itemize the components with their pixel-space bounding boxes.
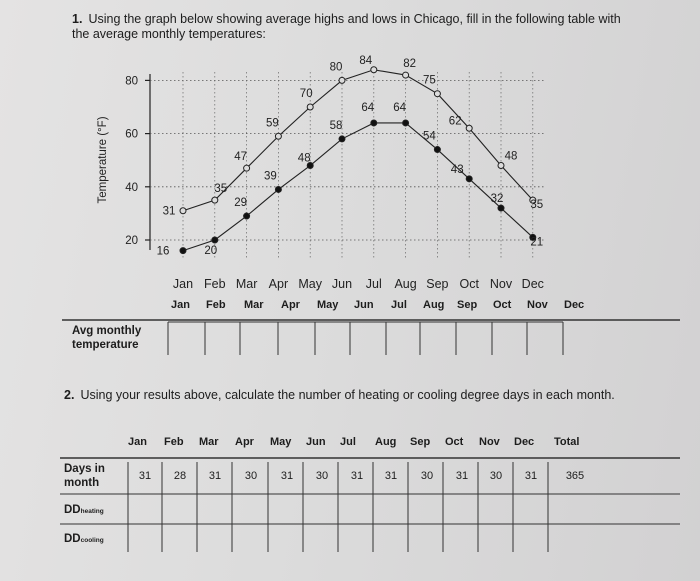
- data-label-high-nov: 48: [504, 150, 518, 163]
- y-tick-label-80: 80: [125, 75, 138, 88]
- table2-header-jan: Jan: [128, 436, 147, 448]
- table2-days-apr: 30: [244, 470, 258, 482]
- x-tick-label-aug: Aug: [394, 277, 417, 291]
- table1-header-oct: Oct: [493, 299, 512, 311]
- table2-days-mar: 31: [208, 470, 222, 482]
- table2-header-mar: Mar: [199, 436, 219, 448]
- table1-header-jul: Jul: [391, 299, 407, 311]
- data-label-high-jun: 80: [329, 61, 343, 74]
- table2-header-apr: Apr: [235, 436, 254, 448]
- table2-header-total: Total: [554, 436, 580, 448]
- data-label-high-may: 70: [299, 88, 313, 100]
- point-high-jun: [339, 77, 345, 83]
- data-label-low-jul: 64: [361, 101, 375, 114]
- data-label-high-dec: 35: [530, 199, 544, 212]
- table2-dd-heating-label: [64, 503, 104, 519]
- table1-row-label-line2: temperature: [72, 339, 139, 351]
- question-2-text: Using your results above, calculate the number of heating or cooling degree days in each month.: [80, 388, 615, 402]
- point-high-oct: [466, 125, 472, 131]
- point-high-nov: [498, 163, 504, 169]
- point-low-aug: [403, 120, 409, 126]
- data-label-high-apr: 59: [266, 117, 279, 130]
- table2-header-feb: Feb: [164, 436, 184, 448]
- table2-days-may: 31: [280, 470, 294, 482]
- data-label-high-feb: 35: [214, 183, 228, 196]
- x-tick-label-sep: Sep: [426, 277, 449, 291]
- data-label-high-aug: 82: [403, 58, 416, 71]
- data-label-high-mar: 47: [234, 151, 247, 164]
- x-tick-label-mar: Mar: [235, 277, 258, 291]
- data-label-low-oct: 43: [450, 163, 464, 176]
- table1-header-sep: Sep: [457, 299, 478, 311]
- table1-header-feb: Feb: [206, 299, 226, 311]
- data-label-high-jan: 31: [162, 205, 176, 218]
- x-tick-label-dec: Dec: [521, 277, 544, 291]
- data-label-low-dec: 21: [530, 236, 544, 249]
- table2-header-may: May: [270, 436, 292, 448]
- data-label-low-apr: 39: [264, 170, 277, 183]
- point-high-mar: [244, 165, 250, 171]
- table1-header-jun: Jun: [354, 299, 374, 311]
- point-low-mar: [244, 213, 250, 219]
- table1-header-dec: Dec: [564, 299, 585, 311]
- data-label-low-sep: 54: [423, 130, 436, 143]
- table2-header-aug: Aug: [375, 436, 397, 448]
- data-label-low-jan: 16: [156, 245, 170, 258]
- data-label-low-may: 48: [297, 152, 311, 165]
- table2-days-nov: 30: [489, 470, 503, 482]
- question-2: [64, 388, 624, 403]
- x-tick-label-feb: Feb: [204, 277, 226, 291]
- data-label-low-aug: 64: [393, 101, 406, 114]
- table2-days-label-line2: month: [64, 477, 100, 489]
- data-label-high-jul: 84: [359, 54, 373, 67]
- data-label-high-oct: 62: [448, 115, 462, 128]
- table2-header-dec: Dec: [514, 436, 535, 448]
- point-low-jul: [371, 120, 377, 126]
- point-high-jul: [371, 67, 377, 73]
- point-high-apr: [275, 133, 281, 139]
- table1-row-label-line1: Avg monthly: [72, 325, 142, 337]
- dd-heating-sub: heating: [80, 508, 104, 515]
- point-low-feb: [212, 237, 218, 243]
- point-high-jan: [180, 208, 186, 214]
- table1-header-mar: Mar: [244, 299, 264, 311]
- point-high-aug: [403, 72, 409, 78]
- question-1-text: Using the graph below showing average highs and lows in Chicago, fill in the following table with the average monthly temperatures:: [72, 12, 621, 41]
- table2-days-total: 365: [565, 470, 585, 482]
- point-low-sep: [434, 147, 440, 153]
- table1-header-may: May: [317, 299, 339, 311]
- table2-days-sep: 30: [420, 470, 434, 482]
- x-tick-label-oct: Oct: [459, 277, 479, 291]
- question-1-number: 1.: [72, 12, 83, 26]
- table2-days-oct: 31: [455, 470, 469, 482]
- point-high-sep: [434, 91, 440, 97]
- point-high-feb: [212, 197, 218, 203]
- data-label-low-feb: 20: [204, 245, 218, 257]
- data-label-high-sep: 75: [423, 74, 436, 87]
- dd-cooling-sub: cooling: [80, 537, 104, 544]
- dd-heating-main: DD: [64, 504, 81, 516]
- x-tick-label-nov: Nov: [489, 277, 513, 291]
- table1-header-apr: Apr: [281, 299, 300, 311]
- table2-days-jan: 31: [138, 470, 152, 482]
- table2-days-dec: 31: [524, 470, 538, 482]
- dd-cooling-main: DD: [64, 533, 81, 545]
- point-low-oct: [466, 176, 472, 182]
- y-tick-label-40: 40: [125, 181, 138, 194]
- point-low-jun: [339, 136, 345, 142]
- table2-header-nov: Nov: [479, 436, 500, 448]
- table1-header-jan: Jan: [171, 299, 190, 311]
- table1-header-nov: Nov: [527, 299, 548, 311]
- x-tick-label-may: May: [298, 277, 323, 291]
- y-axis-title: Temperature (°F): [97, 116, 109, 204]
- table2-header-jun: Jun: [306, 436, 326, 448]
- x-tick-label-apr: Apr: [268, 277, 289, 291]
- table2-days-label-line1: Days in: [64, 463, 105, 475]
- table2-header-jul: Jul: [340, 436, 356, 448]
- point-high-may: [307, 104, 313, 110]
- table2-days-feb: 28: [173, 470, 187, 482]
- table1-header-aug: Aug: [423, 299, 445, 311]
- table2-header-sep: Sep: [410, 436, 431, 448]
- table2-days-jun: 30: [315, 470, 329, 482]
- table2-days-aug: 31: [384, 470, 398, 482]
- table2-header-oct: Oct: [445, 436, 464, 448]
- data-label-low-mar: 29: [234, 197, 247, 210]
- data-label-low-jun: 58: [329, 119, 343, 132]
- point-low-nov: [498, 205, 504, 211]
- point-low-jan: [180, 248, 186, 254]
- table2-days-jul: 31: [350, 470, 364, 482]
- question-2-number: 2.: [64, 388, 75, 402]
- y-tick-label-20: 20: [125, 235, 138, 247]
- table2-dd-cooling-label: [64, 532, 104, 548]
- x-tick-label-jan: Jan: [172, 277, 194, 291]
- y-tick-label-60: 60: [125, 128, 138, 141]
- data-label-low-nov: 32: [490, 193, 504, 206]
- point-low-apr: [275, 186, 281, 192]
- x-tick-label-jul: Jul: [365, 277, 382, 291]
- x-tick-label-jun: Jun: [331, 277, 353, 291]
